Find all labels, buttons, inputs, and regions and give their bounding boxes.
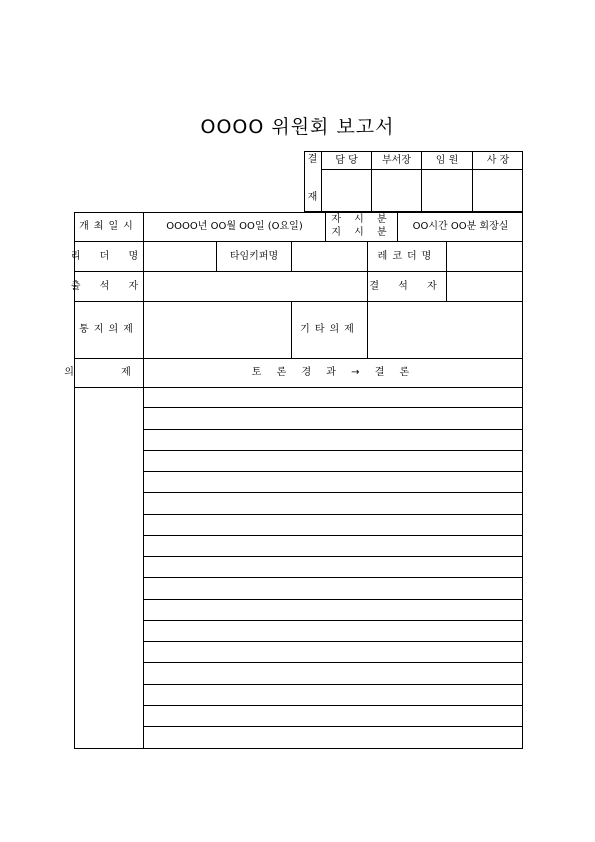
ruled-line bbox=[143, 599, 522, 600]
duration-value[interactable]: OO시간 OO분 회장실 bbox=[412, 221, 509, 232]
timekeeper-label: 타임키퍼명 bbox=[229, 250, 279, 262]
discussion-lines[interactable] bbox=[144, 388, 523, 748]
ruled-line bbox=[143, 684, 522, 685]
leader-field[interactable] bbox=[144, 242, 216, 271]
ruled-line bbox=[143, 726, 522, 727]
approval-label-bottom: 재 bbox=[307, 192, 318, 203]
approval-col-president: 사 장 bbox=[486, 154, 510, 166]
meeting-datetime-label: 개최일시 bbox=[79, 221, 138, 232]
ruled-line bbox=[143, 429, 522, 430]
notice-agenda-label: 통지의제 bbox=[79, 324, 138, 335]
approval-sign-manager[interactable] bbox=[322, 170, 371, 211]
ruled-line bbox=[143, 705, 522, 706]
ruled-line bbox=[143, 662, 522, 663]
ruled-line bbox=[143, 450, 522, 451]
other-agenda-label: 기타의제 bbox=[300, 324, 359, 335]
approval-label-top: 결 bbox=[307, 154, 318, 165]
approval-sign-dept-head[interactable] bbox=[372, 170, 421, 211]
time-start-label: 자 시 분 bbox=[331, 214, 392, 225]
ruled-line bbox=[143, 492, 522, 493]
absentees-field[interactable] bbox=[447, 272, 523, 301]
ruled-line bbox=[143, 514, 522, 515]
approval-sign-executive[interactable] bbox=[422, 170, 472, 211]
ruled-line bbox=[143, 535, 522, 536]
ruled-line bbox=[143, 407, 522, 408]
recorder-field[interactable] bbox=[447, 242, 523, 271]
time-end-label: 지 시 분 bbox=[331, 227, 392, 238]
approval-col-manager: 담 당 bbox=[335, 154, 358, 166]
attendees-label: 출 석 자 bbox=[70, 280, 147, 292]
approval-col-executive: 임 원 bbox=[435, 154, 459, 166]
attendees-field[interactable] bbox=[144, 272, 367, 301]
timekeeper-field[interactable] bbox=[292, 242, 367, 271]
agenda-label: 의 제 bbox=[64, 367, 153, 378]
ruled-line bbox=[143, 577, 522, 578]
ruled-line bbox=[143, 471, 522, 472]
page-title: OOOO 위원회 보고서 bbox=[200, 116, 395, 138]
leader-label: 리 더 명 bbox=[70, 250, 147, 262]
ruled-line bbox=[143, 641, 522, 642]
discussion-header: 토 론 경 과 → 결 론 bbox=[251, 367, 416, 378]
agenda-column[interactable] bbox=[75, 388, 143, 748]
notice-agenda-field[interactable] bbox=[144, 302, 291, 358]
ruled-line bbox=[143, 620, 522, 621]
approval-col-dept-head: 부서장 bbox=[382, 154, 411, 166]
other-agenda-field[interactable] bbox=[368, 302, 523, 358]
absentees-label: 결 석 자 bbox=[369, 280, 445, 292]
recorder-label: 레코더명 bbox=[377, 250, 437, 262]
approval-sign-president[interactable] bbox=[473, 170, 523, 211]
meeting-datetime-value[interactable]: OOOO년 OO월 OO일 (O요일) bbox=[166, 221, 303, 232]
ruled-line bbox=[143, 556, 522, 557]
